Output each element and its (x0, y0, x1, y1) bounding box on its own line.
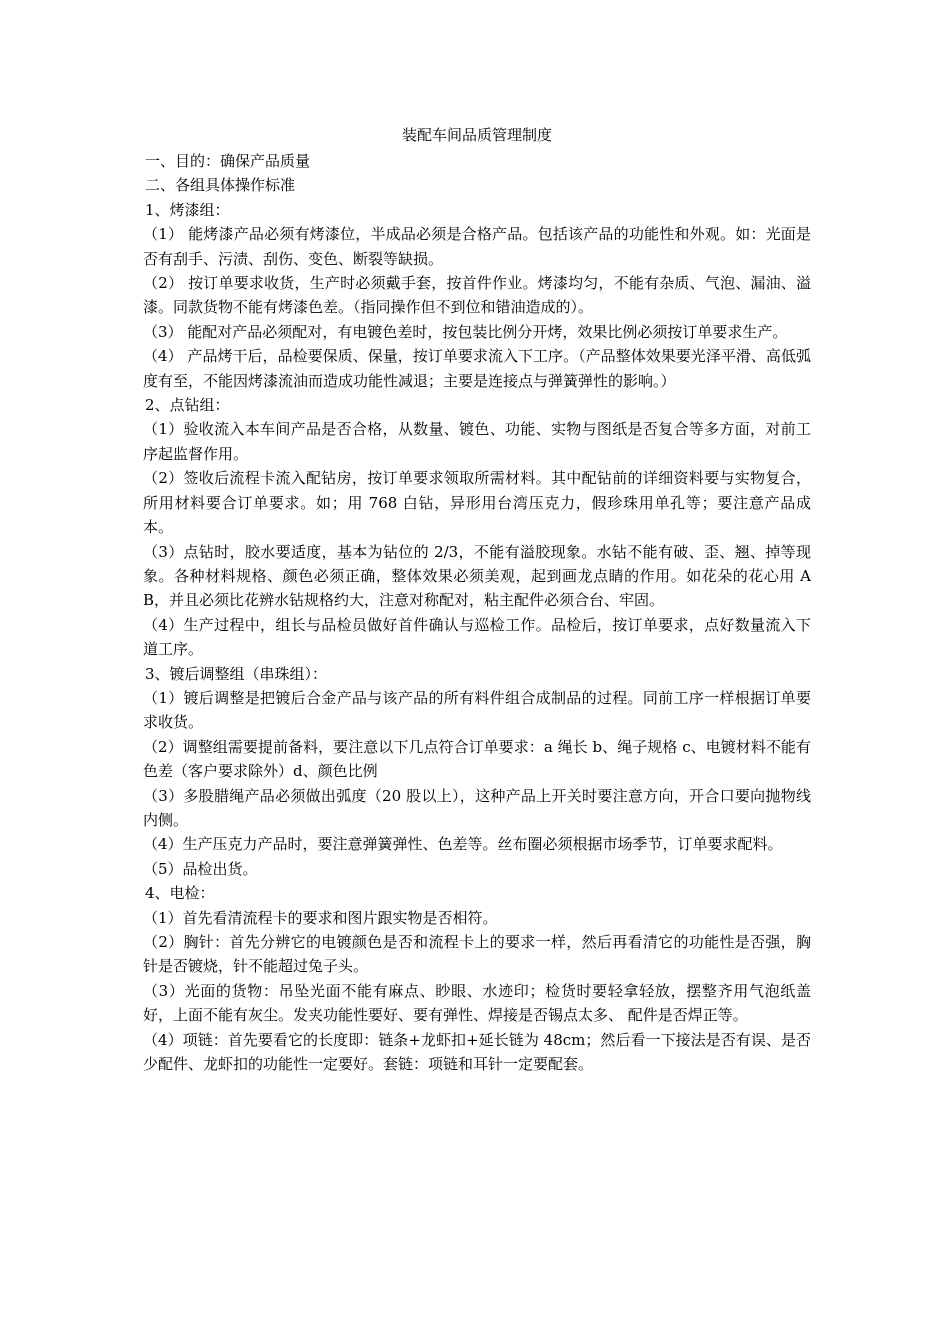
paragraph: （1）验收流入本车间产品是否合格，从数量、镀色、功能、实物与图纸是否复合等多方面，对前工序起监督作用。 (143, 420, 811, 463)
paragraph: （4）生产过程中，组长与品检员做好首件确认与巡检工作。品检后，按订单要求，点好数量流入下道工序。 (143, 615, 811, 659)
section-heading: 3、镀后调整组（串珠组）： (145, 664, 328, 683)
paragraph: （2）调整组需要提前备料，要注意以下几点符合订单要求：a 绳长 b、绳子规格 c、电镀材料不能有色差（客户要求除外）d、颜色比例 (143, 737, 811, 781)
paragraph: （2）胸针：首先分辨它的电镀颜色是否和流程卡上的要求一样，然后再看清它的功能性是否强，胸针是否镀烧，针不能超过兔子头。 (143, 933, 811, 976)
paragraph: （1）首先看清流程卡的要求和图片跟实物是否相符。 (143, 908, 498, 927)
section-heading: 二、各组具体操作标准 (145, 176, 296, 195)
paragraph: （5）品检出货。 (143, 859, 258, 878)
section-heading: 1、烤漆组： (145, 200, 230, 219)
section-heading: 4、电检： (145, 884, 215, 903)
paragraph: （4）项链：首先要看它的长度即：链条+龙虾扣+延长链为 48cm；然后看一下接法是否有误、是否少配件、龙虾扣的功能性一定要好。套链：项链和耳针一定要配套。 (143, 1030, 811, 1074)
paragraph: （1）镀后调整是把镀后合金产品与该产品的所有料件组合成制品的过程。同前工序一样根据订单要求收货。 (143, 688, 811, 732)
paragraph: （3）多股腊绳产品必须做出弧度（20 股以上），这种产品上开关时要注意方向，开合口要向抛物线内侧。 (143, 786, 811, 829)
paragraph: （2）签收后流程卡流入配钻房，按订单要求领取所需材料。其中配钻前的详细资料要与实物复合，所用材料要合订单要求。如；用 768 白钻，异形用台湾压克力，假珍珠用单孔等；要注意产品成本。 (143, 469, 811, 537)
paragraph: （4）生产压克力产品时，要注意弹簧弹性、色差等。丝布圈必须根据市场季节，订单要求配料。 (143, 835, 783, 854)
paragraph: （3）光面的货物：吊坠光面不能有麻点、眇眼、水迹印；检货时要轻拿轻放，摆整齐用气泡纸盖好，上面不能有灰尘。发夹功能性要好、要有弹性、焊接是否锡点太多、 配件是否焊正等。 (143, 981, 811, 1025)
paragraph: （1） 能烤漆产品必须有烤漆位，半成品必须是合格产品。包括该产品的功能性和外观。如：光面是否有刮手、污渍、刮伤、变色、断裂等缺损。 (143, 225, 811, 268)
section-heading: 2、点钻组： (145, 396, 230, 415)
paragraph: （3） 能配对产品必须配对，有电镀色差时，按包装比例分开烤，效果比例必须按订单要求生产。 (143, 322, 788, 341)
document-body (143, 123, 811, 1076)
paragraph: （2） 按订单要求收货，生产时必须戴手套，按首件作业。烤漆均匀，不能有杂质、气泡、漏油、溢漆。同款货物不能有烤漆色差。（指同操作但不到位和错油造成的）。 (143, 274, 811, 317)
paragraph: （4） 产品烤干后，品检要保质、保量，按订单要求流入下工序。（产品整体效果要光泽平滑、高低弧度有至，不能因烤漆流油而造成功能性减退；主要是连接点与弹簧弹性的影响。） (143, 347, 811, 390)
paragraph: （3）点钻时，胶水要适度，基本为钻位的 2/3，不能有溢胶现象。水钻不能有破、歪、翘、掉等现象。各种材料规格、颜色必须正确，整体效果必须美观，起到画龙点睛的作用。如花朵的花心用 AB，并且必须比花辨水钻规格约大，注意对称配对，粘主配件必须合台、牢固。 (143, 542, 811, 610)
section-heading: 一、目的：确保产品质量 (145, 152, 311, 170)
document-lines (143, 149, 811, 1076)
document-title: 装配车间品质管理制度 (401, 126, 552, 144)
